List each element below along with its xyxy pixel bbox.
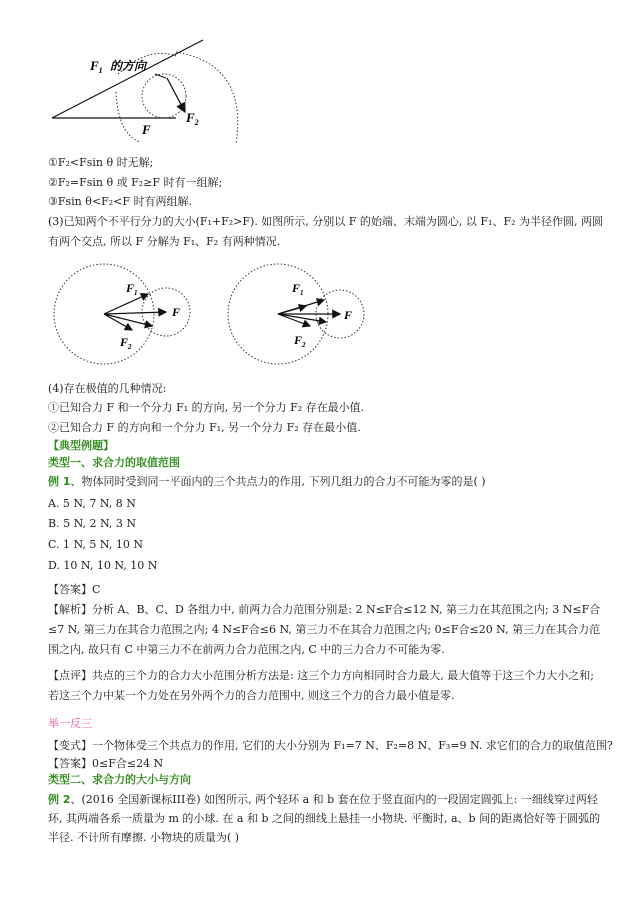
case-2: ②F₂=Fsin θ 或 F₂≥F 时有一组解;	[48, 176, 223, 189]
f1-label: $F_1$	[90, 58, 103, 75]
svg-text:F2: $F_2$	[294, 333, 306, 349]
f1-direction-line	[52, 40, 203, 118]
svg-text:F: F	[344, 308, 353, 322]
example-2-label: 例 2	[48, 793, 71, 806]
example-1-question: 例 1、物体同时受到同一平面内的三个共点力的作用, 下列几组力的合力不可能为零的是( )	[48, 475, 486, 488]
variant-answer: 【答案】0≤F合≤24 N	[48, 757, 164, 770]
svg-text:F2: $F_2$	[120, 335, 132, 351]
example-2: 例 2、(2016 全国新课标III卷) 如图所示, 两个轻环 a 和 b 套在位于竖直面内的一段固定圆弧上: 一细线穿过两轻环, 其两端各系一质量为 m 的小球. 在 a 和 b 之间的细线上悬挂一小物块. 平衡时, a、b 间的距离恰好等于圆弧的半径. 不计所有摩擦. 小物块的质量为( )	[48, 793, 601, 844]
dotted-arc	[176, 52, 238, 144]
right-diagram	[228, 264, 364, 364]
case-1: ①F₂<Fsin θ 时无解;	[48, 156, 154, 169]
variant-question: 【变式】一个物体受三个共点力的作用, 它们的大小分别为 F₁=7 N、F₂=8 N、F₃=9 N. 求它们的合力的取值范围?	[48, 739, 613, 752]
f-label: F	[142, 122, 151, 137]
answer-1: 【答案】C	[48, 583, 101, 596]
practice-heading: 举一反三	[48, 717, 92, 730]
two-circle-figure	[48, 262, 418, 372]
comment-1: 【点评】共点的三个力的合力大小范围分析方法是: 这三个力方向相同时合力最大, 最大值等于这三个力大小之和; 若这三个力中某一个力处在另外两个力的合力范围中, 则这三个力的合力最小值是零.	[48, 669, 594, 702]
dotted-circle	[142, 74, 186, 118]
option-c: C. 1 N, 5 N, 10 N	[48, 538, 143, 551]
paragraph-4-item-2: ②已知合力 F 的方向和一个分力 F₁, 另一个分力 F₂ 存在最小值.	[48, 421, 361, 434]
option-b: B. 5 N, 2 N, 3 N	[48, 517, 137, 530]
left-diagram	[54, 264, 190, 364]
force-decomposition-figure	[48, 34, 248, 144]
option-a: A. 5 N, 7 N, 8 N	[48, 497, 136, 510]
paragraph-3: (3)已知两个不平行分力的大小(F₁+F₂>F). 如图所示, 分别以 F 的始端、末端为圆心, 以 F₁、F₂ 为半径作圆, 两圆有两个交点, 所以 F 分解为 F₁、F₂ 有两种情况.	[48, 215, 603, 248]
svg-text:F1: $F_1$	[126, 281, 138, 297]
dotted-arc	[116, 92, 140, 142]
case-3: ③Fsin θ<F₂<F 时有两组解.	[48, 195, 192, 208]
f2-label: $F_2$	[186, 110, 199, 127]
type-2-heading: 类型二、求合力的大小与方向	[48, 773, 191, 786]
section-header: 【典型例题】	[48, 439, 114, 452]
f1-direction-text: 的方向	[110, 59, 147, 73]
svg-text:F: F	[172, 305, 181, 319]
svg-text:F1: $F_1$	[292, 281, 304, 297]
option-d: D. 10 N, 10 N, 10 N	[48, 559, 158, 572]
example-1-label: 例 1	[48, 475, 71, 488]
type-1-heading: 类型一、求合力的取值范围	[48, 456, 180, 469]
paragraph-4-item-1: ①已知合力 F 和一个分力 F₁ 的方向, 另一个分力 F₂ 存在最小值.	[48, 401, 365, 414]
analysis-1: 【解析】分析 A、B、C、D 各组力中, 前两力合力范围分别是: 2 N≤F合≤12 N, 第三力在其范围之内; 3 N≤F合≤7 N, 第三力在其合力范围之内; 4 N≤F合≤6 N, 第三力不在其合力范围之内; 0≤F合≤20 N, 第三力在其合力范围之内, 故只有 C 中第三力不在前两力合力范围之内, C 中的三力合力不可能为零.	[48, 603, 601, 656]
paragraph-4-title: (4)存在极值的几种情况:	[48, 382, 167, 395]
